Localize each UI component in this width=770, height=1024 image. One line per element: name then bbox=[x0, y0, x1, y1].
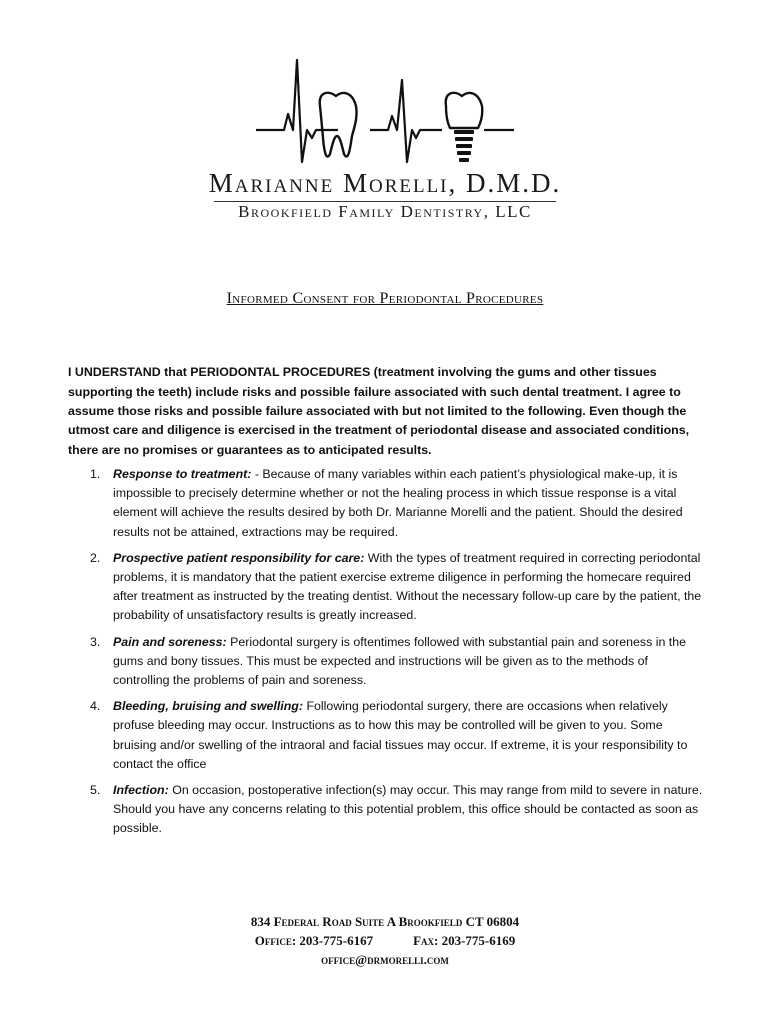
item-heading: Pain and soreness: bbox=[113, 634, 227, 649]
footer-phone-line bbox=[0, 931, 770, 950]
item-number: 3. bbox=[90, 634, 101, 649]
office-phone: Office: 203-775-6167 bbox=[254, 933, 374, 948]
intro-paragraph: I UNDERSTAND that PERIODONTAL PROCEDURES (treatment involving the gums and other tissues supporting the teeth) include risks and possible failure associated with such dental treatment. I agree to assume those risks and possible failure associated with but not limited to the following. Even though the utmost care and diligence is exercised in the treatment of periodontal disease and associated conditions, there are no promises or guarantees as to anticipated results. bbox=[68, 365, 690, 457]
item-heading: Prospective patient responsibility for care: bbox=[113, 550, 365, 565]
item-heading: Infection: bbox=[113, 783, 169, 798]
list-item bbox=[68, 549, 706, 626]
practice-name: Marianne Morelli, D.M.D. bbox=[208, 168, 562, 198]
item-text: Following periodontal surgery, there are occasions when relatively profuse bleeding may occur. Instructions as to how this may be controlled will be given to you. Some bruising and/or swelling of the intraoral and facial tissues may occur. If extreme, it is your responsibility to contact the office bbox=[113, 699, 688, 771]
list-item bbox=[68, 633, 706, 691]
list-item bbox=[68, 781, 706, 839]
item-text: - Because of many variables within each patient’s physiological make-up, it is impossible to precisely determine whether or not the healing process in which tissue response is a vital element will achieve the results desired by both Dr. Marianne Morelli and the patient. Should the desired results not be attained, extractions may be required. bbox=[113, 467, 683, 539]
item-number: 4. bbox=[90, 699, 101, 714]
item-text: Periodontal surgery is oftentimes followed with substantial pain and soreness in the gums and bony tissues. This must be expected and instructions will be given as to the methods of controlling the problems of pain and soreness. bbox=[113, 634, 687, 688]
list-item bbox=[68, 465, 706, 542]
document-title: Informed Consent for Periodontal Procedures bbox=[226, 290, 544, 307]
footer-contact bbox=[0, 912, 770, 969]
practice-subtitle: Brookfield Family Dentistry, LLC bbox=[238, 202, 532, 221]
footer-address: 834 Federal Road Suite A Brookfield CT 06804 bbox=[250, 914, 520, 929]
item-number: 2. bbox=[90, 550, 101, 565]
item-heading: Bleeding, bruising and swelling: bbox=[113, 699, 304, 714]
item-number: 5. bbox=[90, 783, 101, 798]
consent-items-list bbox=[68, 465, 706, 846]
item-number: 1. bbox=[90, 467, 101, 481]
item-text: With the types of treatment required in correcting periodontal problems, it is mandatory that the patient exercise extreme diligence in performing the homecare required after treatment as instructed by the treating dentist. Without the necessary follow-up care by the patient, the probability of unsatisfactory results is greatly increased. bbox=[113, 550, 702, 623]
item-text: On occasion, postoperative infection(s) may occur. This may range from mild to severe in nature. Should you have any concerns relating to this potential problem, this office should be contacted as soon as possible. bbox=[113, 783, 703, 836]
item-heading: Response to treatment: bbox=[113, 467, 252, 481]
list-item bbox=[68, 697, 706, 774]
fax-number: Fax: 203-775-6169 bbox=[413, 933, 516, 948]
heartbeat-teeth-logo-icon bbox=[250, 58, 520, 168]
footer-email: office@drmorelli.com bbox=[321, 952, 449, 967]
